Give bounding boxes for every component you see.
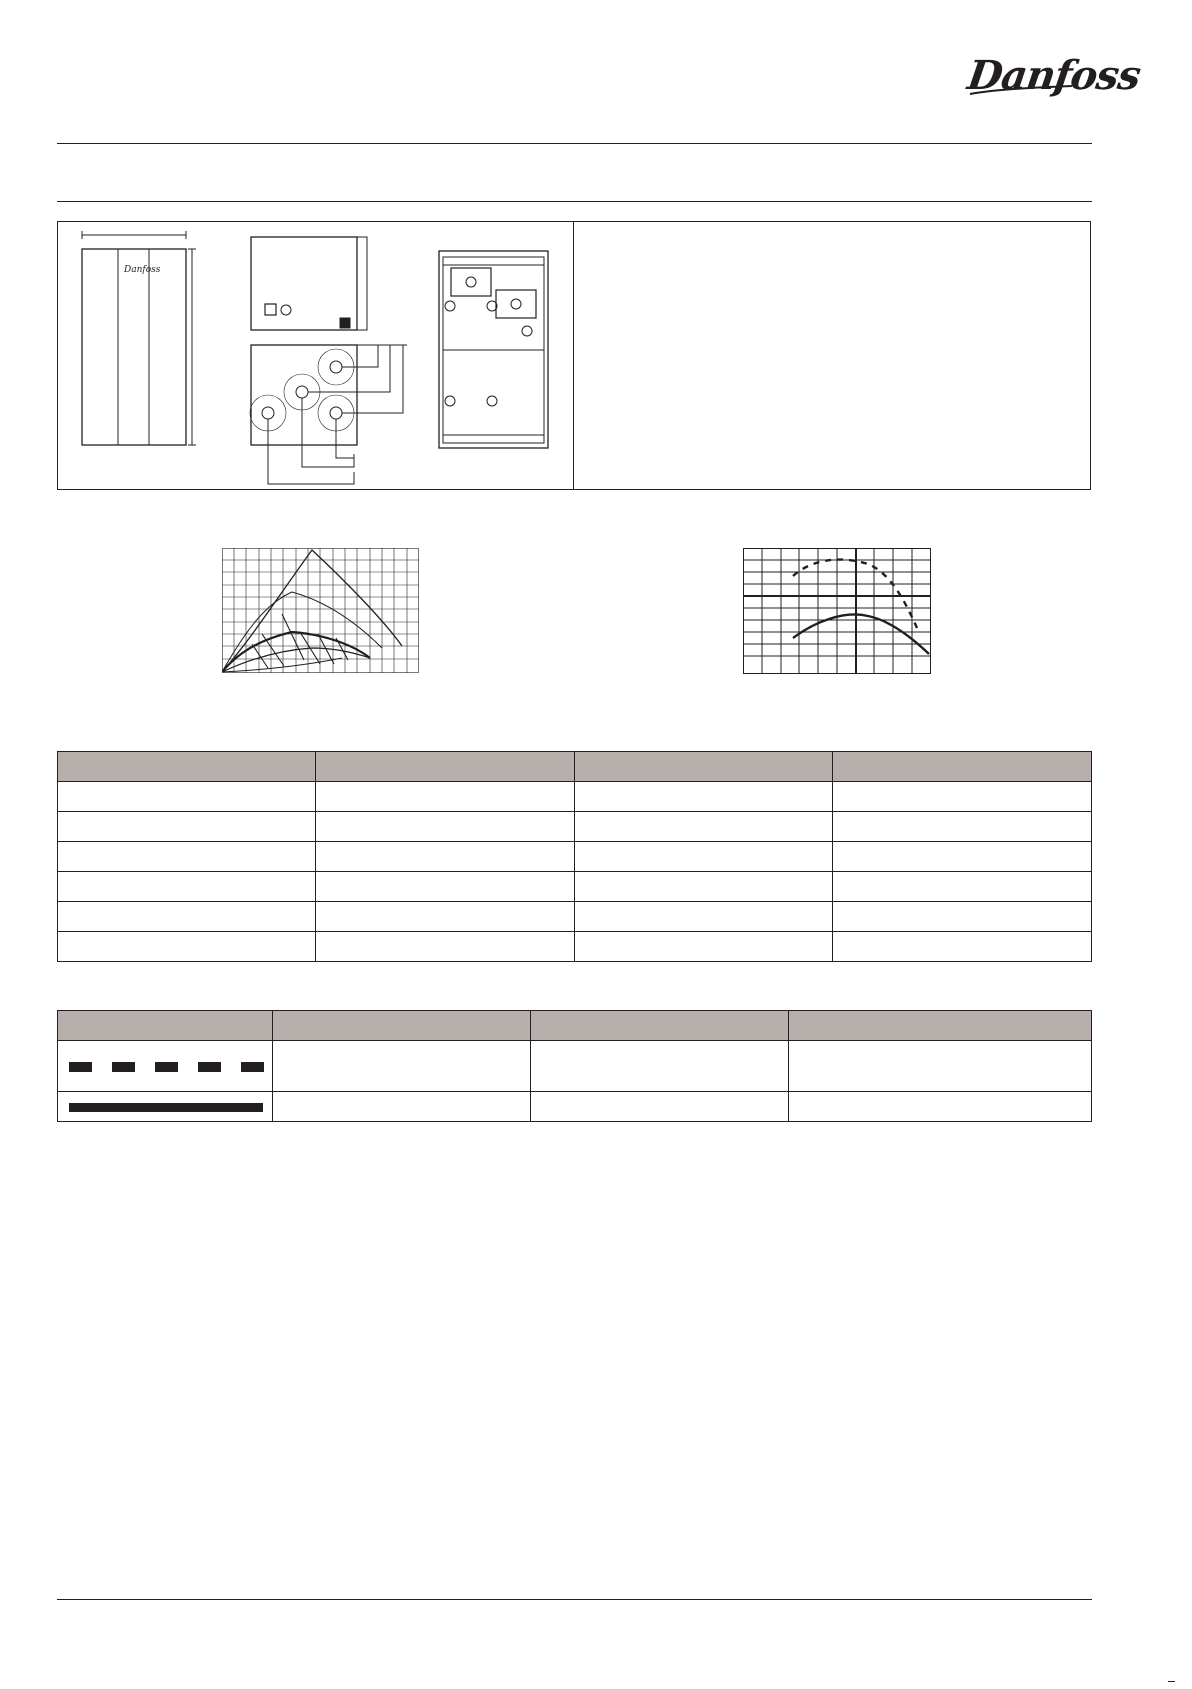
table-cell <box>833 842 1092 872</box>
table-cell <box>833 812 1092 842</box>
table-cell <box>575 872 833 902</box>
table-cell <box>58 842 316 872</box>
table-cell <box>58 872 316 902</box>
table-header-row <box>58 1011 1092 1041</box>
logo-swoosh-icon <box>962 50 1102 106</box>
table-cell <box>316 902 575 932</box>
table-header-cell <box>531 1011 789 1041</box>
table-cell <box>575 932 833 962</box>
drawing-frame-divider <box>573 221 574 490</box>
table-row <box>58 872 1092 902</box>
table-header-cell <box>273 1011 531 1041</box>
table-cell <box>833 902 1092 932</box>
dashed-line-icon <box>69 1062 264 1072</box>
table-cell <box>58 932 316 962</box>
solid-line-icon <box>69 1103 263 1112</box>
header-rule-bottom <box>57 201 1092 202</box>
table-cell <box>316 872 575 902</box>
table-header-row <box>58 752 1092 782</box>
table-header-cell <box>316 752 575 782</box>
table-cell <box>316 782 575 812</box>
table-header-cell <box>833 752 1092 782</box>
table-cell <box>531 1092 789 1122</box>
table-cell <box>273 1041 531 1092</box>
header-rule-top <box>57 143 1092 144</box>
corner-mark: ⎯ <box>1168 1672 1175 1688</box>
table-cell <box>833 872 1092 902</box>
unit-dimension-drawing <box>58 222 572 489</box>
table-cell <box>833 782 1092 812</box>
table-row <box>58 782 1092 812</box>
table-cell <box>575 902 833 932</box>
table-cell <box>58 812 316 842</box>
footer-rule <box>57 1599 1092 1600</box>
legend-dashed-line-cell <box>58 1041 273 1092</box>
curve-legend-table <box>57 1010 1092 1122</box>
table-row <box>58 902 1092 932</box>
table-cell <box>531 1041 789 1092</box>
mini-logo: Danfoss <box>124 265 161 275</box>
table-header-cell <box>575 752 833 782</box>
table-cell <box>58 902 316 932</box>
table-cell <box>575 842 833 872</box>
table-cell <box>273 1092 531 1122</box>
table-cell <box>316 932 575 962</box>
legend-solid-line-cell <box>58 1092 273 1122</box>
specification-table <box>57 751 1092 962</box>
table-cell <box>833 932 1092 962</box>
table-cell <box>575 782 833 812</box>
table-row <box>58 1092 1092 1122</box>
table-cell <box>575 812 833 842</box>
table-cell <box>789 1041 1092 1092</box>
table-cell <box>789 1092 1092 1122</box>
table-row <box>58 812 1092 842</box>
table-header-cell <box>58 752 316 782</box>
pump-curve-chart <box>222 548 419 673</box>
table-cell <box>58 782 316 812</box>
table-cell <box>316 842 575 872</box>
table-cell <box>316 812 575 842</box>
table-row <box>58 1041 1092 1092</box>
efficiency-curve-chart <box>743 548 931 674</box>
table-header-cell <box>789 1011 1092 1041</box>
table-header-cell <box>58 1011 273 1041</box>
table-row <box>58 842 1092 872</box>
table-row <box>58 932 1092 962</box>
danfoss-logo: Danfoss <box>964 52 1143 99</box>
